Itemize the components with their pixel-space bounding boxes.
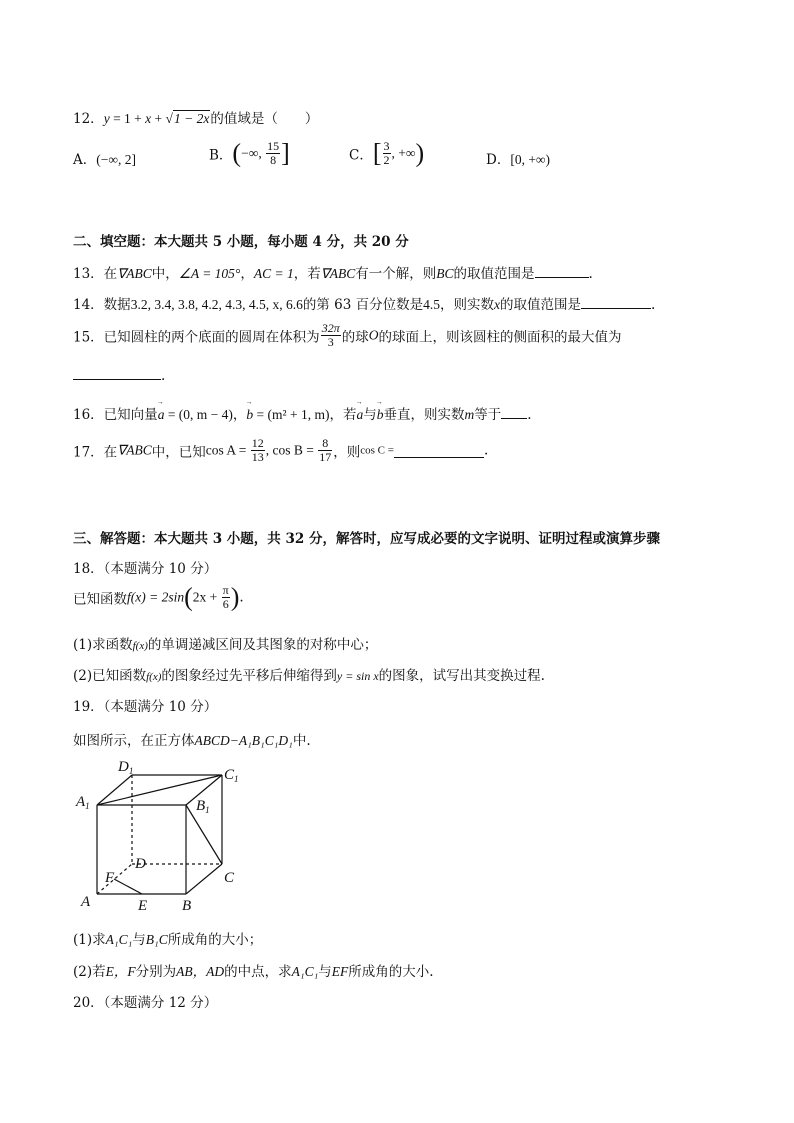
q17-text: 中，已知 [151, 444, 206, 461]
q17-text: 17．在 [73, 444, 118, 461]
q19-ab-ad: AB，AD [176, 964, 225, 979]
q12-option-b: B．(−∞, $\frac{15}{8}$ ] [209, 138, 290, 168]
fraction-numerator: 32π [321, 321, 340, 335]
q13-ac: AC = 1 [253, 266, 294, 281]
q15-answer-line [73, 365, 165, 384]
q12-option-a [73, 148, 136, 168]
q19-text: 所成角的大小. [348, 964, 434, 980]
label-d1: D [118, 759, 129, 775]
q17-end: . [483, 442, 489, 459]
q19-a1c1: A₁C₁ [105, 932, 133, 947]
q18-f: f(x) = 2sin [127, 589, 185, 605]
edge-b-c [186, 864, 222, 894]
q17-cos-c: cos C = [360, 444, 394, 457]
q13 [73, 262, 593, 282]
q17-cos-b: , cos B = [265, 442, 318, 458]
q17-fraction-a [251, 437, 265, 464]
q17-triangle: ∇ABC [117, 442, 152, 458]
q19-ef-points: E，F [105, 964, 136, 979]
q15-fraction [321, 322, 341, 349]
q12-stem: 12．y = 1 + x + √1 − 2x的值域是（ ） [73, 111, 319, 127]
q13-text: ，若 [293, 266, 321, 282]
q18-part-2 [73, 664, 545, 684]
fraction-denominator: 6 [222, 597, 229, 611]
q12-tail: 的值域是（ ） [210, 111, 319, 127]
label-d: D [135, 856, 146, 872]
q19-text: (2)若 [73, 964, 106, 980]
q16-vector-b-value: = (m² + 1, m) [253, 407, 330, 422]
q16-text: 垂直，则实数 [383, 407, 465, 423]
cube-figure [70, 758, 250, 918]
label-c1: C [224, 767, 235, 783]
q19-a1c1: A₁C₁ [291, 964, 319, 979]
q19-text: 所成角的大小； [167, 932, 263, 948]
option-c-value: , +∞ [391, 145, 416, 161]
q14-x: x [493, 297, 500, 312]
option-b-fraction [266, 140, 280, 167]
q13-text: 有一个解，则 [355, 266, 437, 282]
q12-expr: = 1 + [109, 111, 146, 126]
label-a1: A [76, 794, 86, 810]
q19-cube: ABCD−A₁B₁C₁D₁ [194, 733, 293, 748]
q20-header: 20．（本题满分 12 分） [73, 995, 218, 1011]
q14-data: 3.2, 3.4, 3.8, 4.2, 4.3, 4.5, x, 6.6 [130, 297, 303, 312]
q19-header: 19．（本题满分 10 分） [73, 699, 218, 715]
q13-text: 13．在 [73, 266, 118, 282]
vector-b: → b [377, 407, 384, 422]
q19-b1c: B₁C [145, 932, 168, 947]
q16-text: 等于 [474, 407, 502, 423]
q14-text: 的取值范围是 [499, 297, 581, 313]
label-a: A [81, 894, 91, 910]
q19-intro [73, 729, 311, 749]
q15-o: O [368, 327, 379, 343]
q19-part-1 [73, 928, 262, 948]
fraction-denominator: 17 [319, 450, 332, 464]
q18-fx: f(x) [146, 671, 162, 683]
option-c-fraction [383, 140, 391, 167]
q13-triangle: ∇ABC [117, 266, 152, 281]
vector-a: → a [356, 407, 363, 422]
q19-text: (1)求 [73, 932, 106, 948]
option-label: D． [486, 152, 511, 168]
q19-text: 与 [132, 932, 146, 948]
q13-angle: ∠A = 105° [178, 266, 241, 281]
q17-fraction-b [318, 437, 332, 464]
q14-end: . [650, 297, 656, 313]
q12-y: y [103, 111, 110, 126]
q13-text: 的取值范围是 [453, 266, 535, 282]
fraction-denominator: 8 [270, 153, 277, 167]
answer-blank [501, 404, 527, 419]
q15-end: . [161, 368, 166, 384]
q12-plus: + [151, 111, 166, 126]
q14-value: 4.5 [423, 297, 440, 312]
segment-f-e [114, 879, 142, 894]
q18-text: (2)已知函数 [73, 668, 147, 684]
fraction-denominator: 13 [251, 450, 264, 464]
q15-text: 的球 [341, 329, 369, 346]
svg-text:A1 [75, 794, 90, 811]
q18-fx: f(x) [132, 640, 148, 652]
fraction-numerator: π [222, 583, 229, 597]
section-2-heading: 二、填空题：本大题共 5 小题，每小题 4 分，共 20 分 [73, 234, 409, 250]
q16-text: 16．已知向量 [73, 407, 158, 423]
q14-text: 的第 63 百分位数是 [302, 297, 424, 313]
q13-bc: BC [436, 266, 454, 281]
q13-end: . [588, 266, 593, 282]
answer-blank [581, 294, 651, 309]
q12-x: x [145, 111, 152, 126]
section-3-heading: 三、解答题：本大题共 3 小题，共 32 分，解答时，应写成必要的文字说明、证明过程或演算步骤 [73, 531, 660, 547]
q18-fraction [222, 584, 230, 611]
q18-text: 的图象经过先平移后伸缩得到 [161, 668, 337, 684]
q18-text: 已知函数 [73, 591, 127, 608]
q17 [73, 437, 488, 464]
svg-text:B1 [196, 798, 210, 815]
q13-text: ， [240, 266, 254, 282]
svg-text:D1 [117, 759, 133, 776]
subscript: 1 [85, 801, 90, 811]
fraction-denominator: 3 [327, 335, 334, 349]
q16 [73, 403, 532, 423]
fraction-denominator: 2 [383, 153, 390, 167]
label-b1: B [196, 798, 206, 814]
fraction-numerator: 12 [251, 436, 264, 450]
fraction-numerator: 15 [267, 139, 280, 153]
q17-text: ，则 [333, 444, 361, 461]
q19-text: 中. [292, 733, 311, 749]
q16-end: . [527, 407, 532, 423]
q18-arg: 2x + [192, 589, 221, 605]
option-d-value: [0, +∞) [510, 152, 551, 167]
q18-part-1 [73, 633, 377, 653]
q16-text: 与 [363, 407, 377, 423]
q18-function: 已知函数f(x) = 2sin(2x + $\frac{\pi}{6}$ ). [73, 582, 244, 612]
fraction-numerator: 8 [318, 437, 332, 451]
q18-text: (1)求函数 [73, 637, 133, 653]
q18-text: 的单调递减区间及其图象的对称中心； [147, 637, 378, 653]
label-b: B [182, 898, 192, 914]
q18-header: 18．（本题满分 10 分） [73, 561, 218, 577]
option-a-value: (−∞, 2] [96, 152, 136, 167]
q18-end: . [239, 589, 244, 606]
option-label: A． [73, 152, 97, 168]
q15-text: 的球面上，则该圆柱的侧面积的最大值为 [378, 329, 622, 346]
vector-a: → a [158, 407, 165, 422]
q18-y: y = sin x [336, 669, 379, 683]
q18-text: 的图象，试写出其变换过程. [378, 668, 545, 684]
q16-text: ，若 [329, 407, 357, 423]
subscript: 1 [205, 805, 210, 815]
q19-text: 分别为 [135, 964, 177, 980]
svg-text:C1 [224, 767, 239, 784]
q19-part-2 [73, 960, 434, 980]
q12-number: 12． [73, 111, 104, 127]
q14-text: ，则实数 [439, 297, 494, 313]
q12-sqrt: 1 − 2x [173, 111, 210, 126]
q14 [73, 293, 655, 313]
q12-option-c: C．[ $\frac{3}{2}$ , +∞) [349, 138, 425, 168]
fraction-numerator: 3 [383, 139, 390, 153]
subscript: 1 [234, 774, 239, 784]
q19-text: 如图所示，在正方体 [73, 733, 195, 749]
q16-m: m [464, 407, 475, 422]
q19-ef: EF [331, 964, 349, 979]
q19-text: 的中点，求 [224, 964, 292, 980]
q15-text: 15．已知圆柱的两个底面的圆周在体积为 [73, 329, 320, 346]
q13-triangle: ∇ABC [320, 266, 356, 281]
option-label: C． [349, 147, 373, 164]
q17-cos-a: cos A = [205, 442, 250, 458]
subscript: 1 [128, 766, 134, 776]
label-e: E [138, 898, 148, 914]
q14-text: 14．数据 [73, 297, 131, 313]
answer-blank [394, 443, 484, 458]
q13-text: 中， [151, 266, 179, 282]
q16-vector-a-value: = (0, m − 4) [164, 407, 233, 422]
q15 [73, 322, 621, 349]
option-b-value: −∞, [241, 145, 266, 161]
answer-blank [535, 263, 589, 278]
label-f: F [105, 870, 115, 886]
q19-text: 与 [318, 964, 332, 980]
answer-blank [73, 365, 161, 380]
vector-b: → b [246, 407, 253, 422]
option-label: B． [209, 147, 233, 164]
label-c: C [224, 870, 235, 886]
q12-option-d [486, 148, 550, 168]
q16-text: ， [232, 407, 247, 423]
